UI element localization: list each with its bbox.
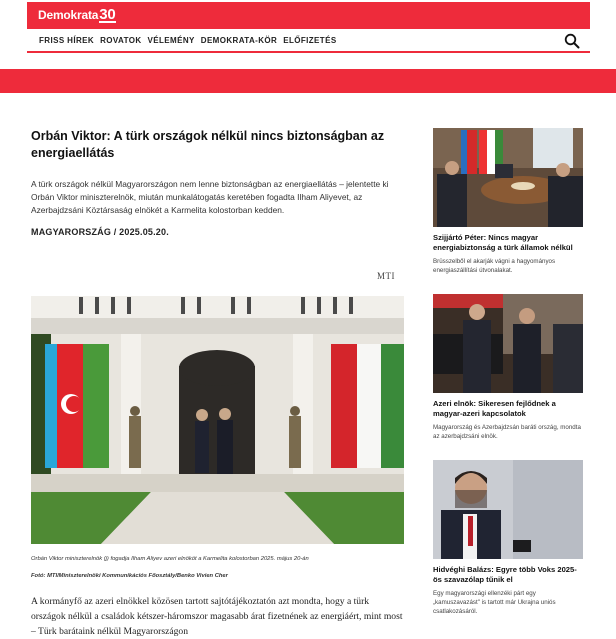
- nav-item-elofizetes[interactable]: ELŐFIZETÉS: [283, 36, 337, 45]
- sidebar-summary-1: Brüsszelből el akarják vágni a hagyományos energiaszállítási útvonalakat.: [433, 258, 556, 274]
- sidebar-title-2[interactable]: Azeri elnök: Sikeresen fejlődnek a magyar-azeri kapcsolatok: [433, 399, 556, 418]
- article-meta[interactable]: MAGYARORSZÁG / 2025.05.20.: [31, 227, 169, 237]
- sidebar-item-1[interactable]: [433, 128, 583, 275]
- sidebar-title-1[interactable]: Szijjártó Péter: Nincs magyar energiabiztonság a türk államok nélkül: [433, 233, 573, 252]
- photo-credit: Fotó: MTI/Miniszterelnöki Kommunikációs Főosztály/Benko Vivien Cher: [31, 573, 228, 579]
- sidebar-summary-2: Magyarország és Azerbajdzsán baráti ország, mondta az azerbajdzsáni elnök.: [433, 424, 581, 440]
- top-brand-bar: [27, 2, 590, 29]
- main-nav: [27, 29, 590, 53]
- logo-text: Demokrata: [38, 8, 99, 22]
- search-icon[interactable]: [564, 33, 580, 49]
- nav-item-demokrata-kor[interactable]: DEMOKRATA-KÖR: [200, 36, 278, 45]
- sidebar-item-2[interactable]: [433, 294, 583, 441]
- sidebar-summary-3: Egy magyarországi ellenzéki párt egy „kamuszavazást" is tartott már Ukrajna uniós csatlakozásáról.: [433, 590, 556, 615]
- site-logo[interactable]: [38, 8, 116, 23]
- nav-item-friss-hirek[interactable]: FRISS HÍREK: [39, 36, 95, 45]
- article-source: MTI: [377, 271, 395, 281]
- ad-banner-strip: [0, 69, 616, 93]
- article-title: Orbán Viktor: A türk országok nélkül nincs biztonságban az energiaellátás: [31, 129, 385, 160]
- article: [31, 128, 403, 281]
- photo-caption: Orbán Viktor miniszterelnök (j) fogadja Ilham Aliyev azeri elnököt a Karmelita kolostorban 2025. május 20-án: [31, 556, 309, 562]
- logo-number: 30: [99, 6, 116, 23]
- nav-item-rovatok[interactable]: ROVATOK: [100, 36, 142, 45]
- article-photo: [31, 296, 404, 544]
- article-body: A kormányfő az azeri elnökkel közösen tartott sajtótájékoztatón azt mondta, hogy a türk országok nélkül a családok kétszer-háromszor magasabb árat fizetnének az energiáért, mint most – Türk barátaink nélkül Magyarországon: [31, 596, 403, 637]
- sidebar-item-3[interactable]: [433, 460, 583, 616]
- sidebar-title-3[interactable]: Hidvéghi Balázs: Egyre több Voks 2025-ös szavazólap tűnik el: [433, 565, 577, 584]
- sidebar-thumbnail-1[interactable]: [433, 128, 583, 227]
- sidebar-thumbnail-2[interactable]: [433, 294, 583, 393]
- nav-item-velemeny[interactable]: VÉLEMÉNY: [147, 36, 195, 45]
- sidebar-thumbnail-3[interactable]: [433, 460, 583, 559]
- article-lead: A türk országok nélkül Magyarországon nem lenne biztonságban az energiaellátás – jelentette ki Orbán Viktor miniszterelnök, miután munkalátogatás keretében fogadta Ilham Aliyevet, az Azerbajdzsáni Köztársaság elnökét a Karmelita kolostorban kedden.: [31, 179, 389, 215]
